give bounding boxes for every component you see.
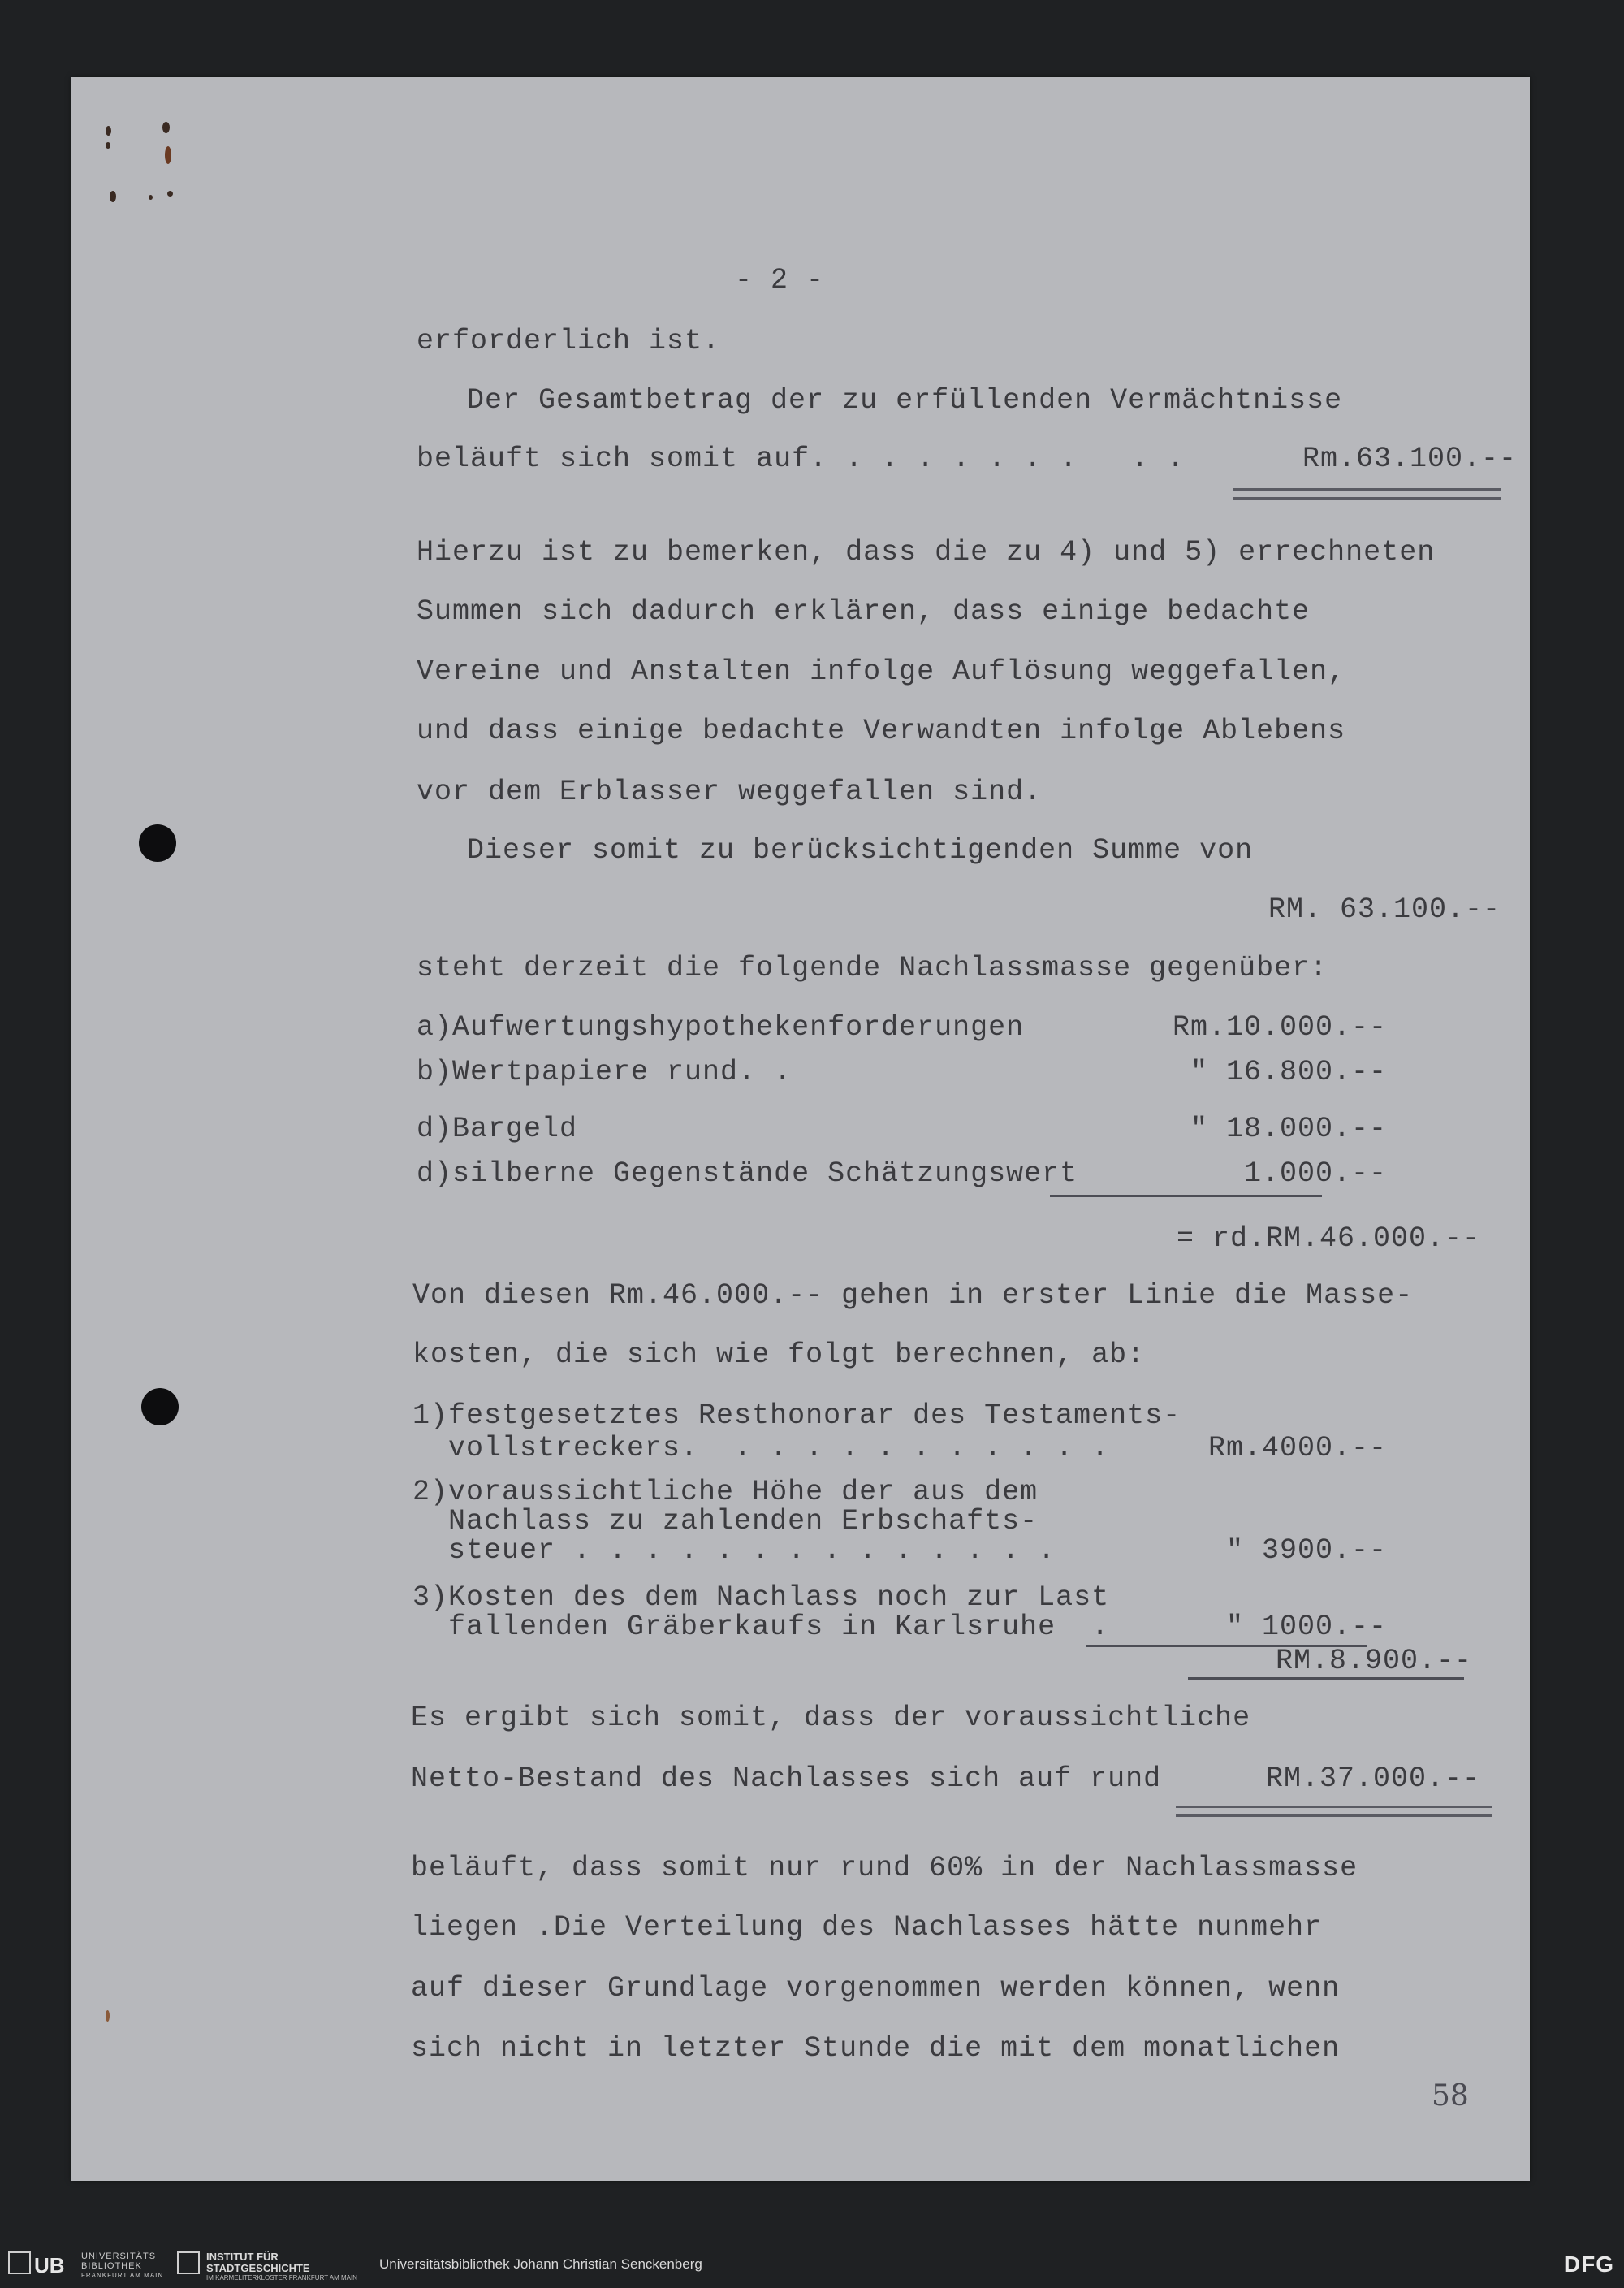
dfg-logo: DFG (1563, 2251, 1614, 2277)
text-line: sich nicht in letzter Stunde die mit dem monatlichen (411, 2032, 1341, 2065)
estate-item: d)Bargeld (417, 1113, 578, 1145)
cost-item: fallenden Gräberkaufs in Karlsruhe . (412, 1611, 1110, 1643)
cost-amount: " 3900.-- (1225, 1534, 1387, 1567)
legacies-total: Rm.63.100.-- (1302, 443, 1517, 475)
estate-item: b)Wertpapiere rund. . (417, 1056, 793, 1088)
estate-item: a)Aufwertungshypothekenforderungen (417, 1011, 1025, 1044)
rust-spot (167, 191, 173, 197)
rust-spot (149, 195, 153, 200)
footer-bar (0, 2242, 1624, 2288)
page-number: - 2 - (735, 264, 825, 296)
institute-line: INSTITUT FÜR (206, 2251, 279, 2263)
text-line: Summen sich dadurch erklären, dass einige bedachte (417, 595, 1311, 628)
net-estate: RM.37.000.-- (1265, 1762, 1480, 1795)
cost-item: vollstreckers. . . . . . . . . . . . (412, 1432, 1110, 1464)
sum-underline (1188, 1677, 1464, 1680)
text-line: auf dieser Grundlage vorgenommen werden können, wenn (411, 1972, 1341, 2005)
estate-amount: " 16.800.-- (1190, 1056, 1387, 1088)
institute-name (206, 2251, 310, 2274)
text-line: Hierzu ist zu bemerken, dass die zu 4) und 5) errechneten (417, 536, 1436, 569)
ub-logo-icon (8, 2251, 31, 2274)
costs-total: RM.8.900.-- (1275, 1645, 1472, 1677)
cost-amount: Rm.4000.-- (1207, 1432, 1387, 1464)
cost-amount: " 1000.-- (1225, 1611, 1387, 1643)
cost-item: 1)festgesetztes Resthonorar des Testaments- (412, 1399, 1181, 1432)
text-line: Vereine und Anstalten infolge Auflösung weggefallen, (417, 655, 1346, 688)
text-line: vor dem Erblasser weggefallen sind. (417, 776, 1043, 808)
rust-spot (106, 2010, 110, 2022)
text-line: und dass einige bedachte Verwandten infolge Ablebens (417, 715, 1346, 747)
cost-item: 2)voraussichtliche Höhe der aus dem (412, 1476, 1039, 1508)
estate-amount: " 18.000.-- (1190, 1113, 1387, 1145)
cost-item: Nachlass zu zahlenden Erbschafts- (412, 1505, 1039, 1538)
text-line: steht derzeit die folgende Nachlassmasse gegenüber: (417, 952, 1328, 984)
library-name: Universitätsbibliothek Johann Christian Senckenberg (379, 2256, 702, 2272)
text-line: Der Gesamtbetrag der zu erfüllenden Vermächtnisse (467, 384, 1343, 417)
rust-spot (162, 122, 170, 133)
rust-spot (106, 142, 110, 149)
double-underline (1233, 488, 1501, 500)
text-line: liegen .Die Verteilung des Nachlasses hätte nunmehr (411, 1911, 1323, 1944)
rust-spot (110, 191, 116, 202)
punch-hole (139, 824, 176, 862)
sum-underline (1050, 1195, 1322, 1197)
text-line: Dieser somit zu berücksichtigenden Summe von (467, 834, 1254, 867)
estate-amount: Rm.10.000.-- (1172, 1011, 1387, 1044)
cost-item: steuer . . . . . . . . . . . . . . (412, 1534, 1056, 1567)
rust-spot (106, 126, 111, 136)
text-line: erforderlich ist. (417, 325, 721, 357)
estate-total: = rd.RM.46.000.-- (1176, 1222, 1480, 1255)
handwritten-folio-number: 58 (1432, 2079, 1469, 2113)
institute-line: STADTGESCHICHTE (206, 2262, 310, 2274)
rust-spot (165, 146, 171, 164)
text-line: beläuft sich somit auf. . . . . . . . . . (417, 443, 1186, 475)
institute-logo-icon (177, 2251, 200, 2274)
cost-item: 3)Kosten des dem Nachlass noch zur Last (412, 1581, 1110, 1614)
text-line: beläuft, dass somit nur rund 60% in der Nachlassmasse (411, 1852, 1358, 1884)
text-line: kosten, die sich wie folgt berechnen, ab: (412, 1339, 1146, 1371)
ub-name-line: BIBLIOTHEK (81, 2261, 142, 2271)
sum-considered: RM. 63.100.-- (1268, 893, 1501, 926)
institute-subtitle: IM KARMELITERKLOSTER FRANKFURT AM MAIN (206, 2274, 357, 2282)
ub-name (81, 2251, 163, 2281)
ub-logo: UB (34, 2253, 65, 2277)
text-line: Es ergibt sich somit, dass der voraussichtliche (411, 1702, 1251, 1734)
ub-name-line: UNIVERSITÄTS (81, 2251, 157, 2261)
document-page (71, 77, 1530, 2181)
double-underline (1176, 1806, 1492, 1817)
ub-name-line: FRANKFURT AM MAIN (81, 2272, 164, 2279)
estate-item: d)silberne Gegenstände Schätzungswert (417, 1157, 1078, 1190)
text-line: Von diesen Rm.46.000.-- gehen in erster Linie die Masse- (412, 1279, 1414, 1312)
text-line: Netto-Bestand des Nachlasses sich auf rund (411, 1762, 1162, 1795)
estate-amount: 1.000.-- (1243, 1157, 1387, 1190)
punch-hole (141, 1388, 179, 1425)
